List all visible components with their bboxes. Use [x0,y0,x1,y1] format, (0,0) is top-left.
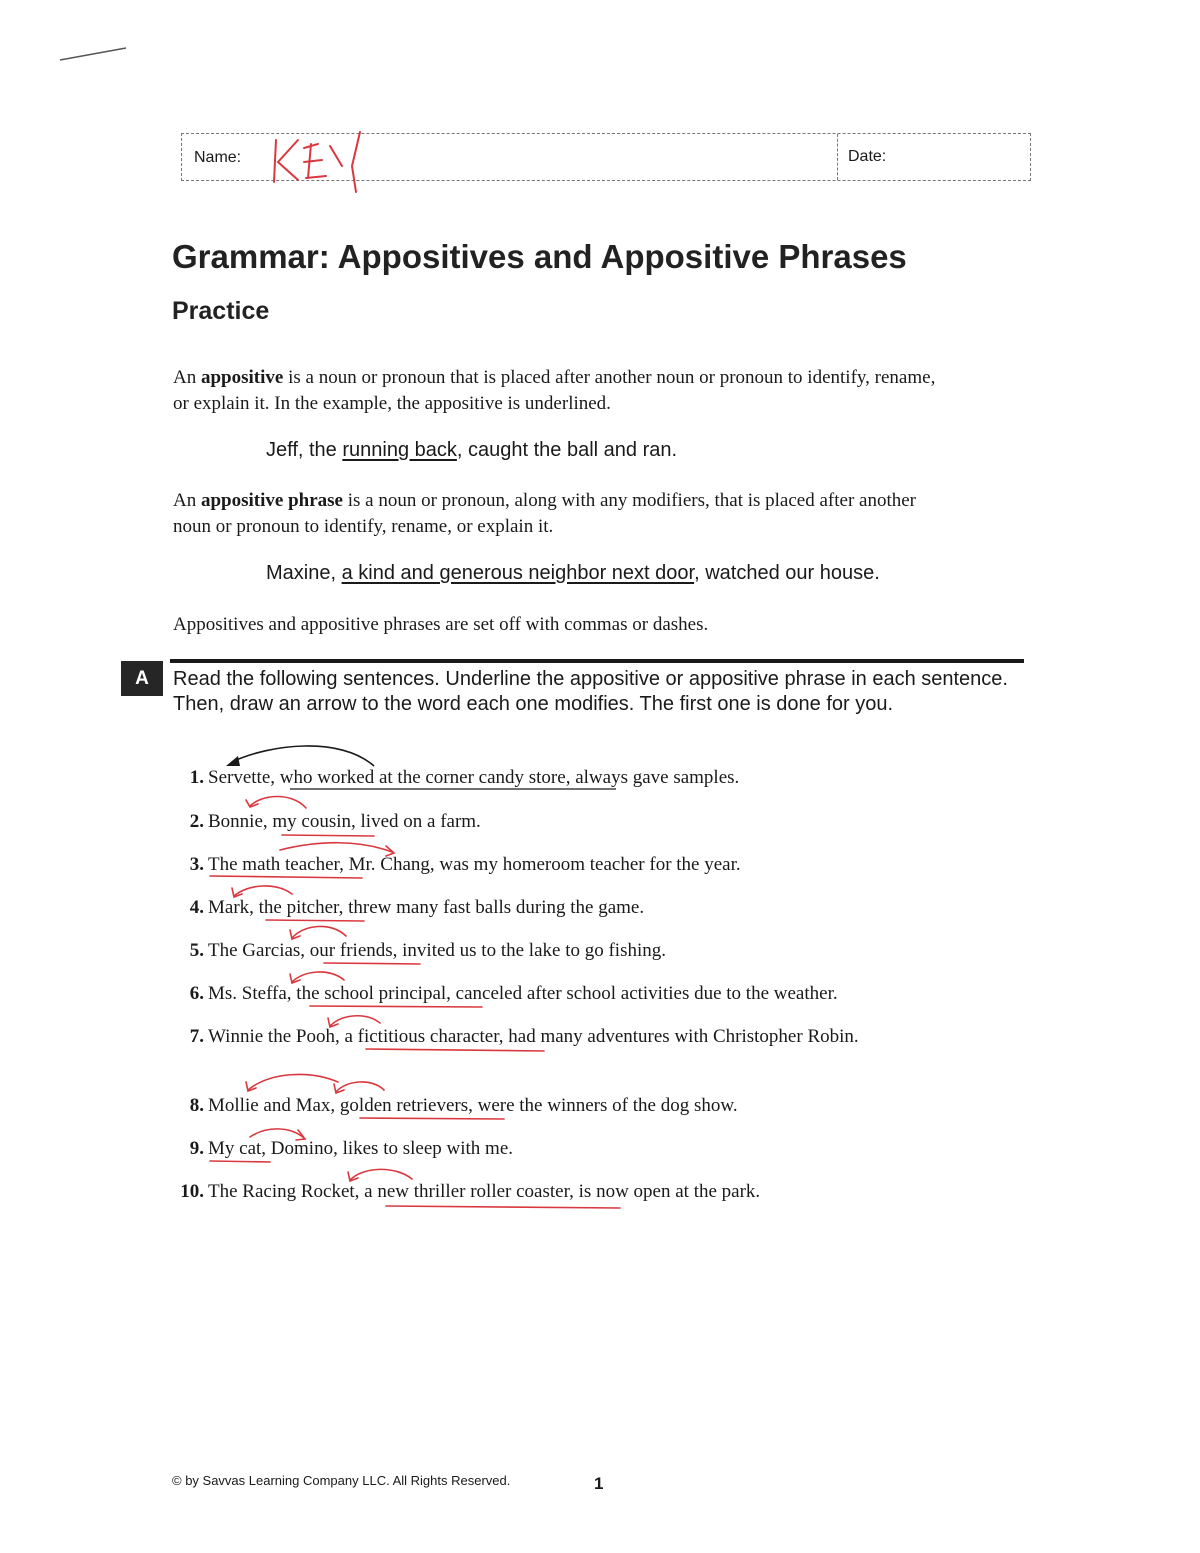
date-divider [837,134,838,180]
example-text: , caught the ball and ran. [456,439,678,461]
definition-term: appositive [200,367,284,388]
question-number: 8. [189,1095,204,1116]
definition-text: An [173,490,201,511]
handwritten-key-signature [268,126,368,196]
answer-arrow [248,1074,338,1090]
date-label: Date: [848,148,887,165]
example-text: , watched our house. [694,562,880,584]
definition-text: is a noun or pronoun that is placed after another noun or pronoun to identify, rename, or explain it. In the example, the appositive is underlined. [173,367,936,414]
question-text: Bonnie, my cousin, lived on a farm. [208,811,481,832]
question-number: 9. [189,1138,204,1159]
question-number: 4. [189,897,204,918]
answer-arrow [280,843,392,852]
question-number: 6. [189,983,204,1004]
question-text: The Racing Rocket, a new thriller roller coaster, is now open at the park. [208,1181,761,1202]
answer-arrow [336,1082,384,1092]
example-appositive: a kind and generous neighbor next door [341,562,695,584]
footer-copyright: © by Savvas Learning Company LLC. All Rights Reserved. [172,1473,511,1488]
name-label: Name: [194,149,242,166]
section-badge: A [121,661,163,696]
answer-underline [282,835,374,836]
stray-pen-mark [58,44,128,64]
appositive-phrase-definition [173,488,953,540]
example-sentence-2 [266,562,880,585]
question-text: My cat, Domino, likes to sleep with me. [208,1138,514,1159]
answer-arrowhead [246,800,258,807]
question-number: 3. [189,854,204,875]
page-title: Grammar: Appositives and Appositive Phrases [172,238,907,275]
section-divider [170,659,1024,663]
definition-text: An [173,367,201,388]
question-text: Ms. Steffa, the school principal, canceled after school activities due to the weather. [208,983,838,1004]
question-number: 5. [189,940,204,961]
question-number: 7. [189,1026,204,1047]
appositive-definition [173,365,953,417]
answer-arrowhead [334,1084,344,1093]
page-number: 1 [594,1474,604,1493]
answer-underline [386,1206,620,1208]
question-number: 10. [180,1181,204,1202]
example-text: Jeff, the [266,439,343,461]
answer-arrowhead [246,1082,256,1091]
question-text: Winnie the Pooh, a fictitious character, had many adventures with Christopher Robin. [208,1026,859,1047]
question-number: 1. [189,767,204,788]
definition-term: appositive phrase [200,490,343,511]
example-sentence-1 [266,439,677,462]
question-text: The Garcias, our friends, invited us to the lake to go fishing. [208,940,667,961]
question-text: Mark, the pitcher, threw many fast balls during the game. [208,897,645,918]
example-appositive: running back [342,439,457,461]
definition-text: is a noun or pronoun, along with any modifiers, that is placed after another noun or pronoun to identify, rename, or explain it. [173,490,916,537]
example-text: Maxine, [266,562,342,584]
question-text: The math teacher, Mr. Chang, was my homeroom teacher for the year. [208,854,741,875]
question-text: Mollie and Max, golden retrievers, were the winners of the dog show. [208,1095,738,1116]
question-number: 2. [189,811,204,832]
section-instructions: Read the following sentences. Underline the appositive or appositive phrase in each sentence. Then, draw an arrow to the word each one modifies. The first one is done for you. [173,668,1008,715]
punctuation-note: Appositives and appositive phrases are set off with commas or dashes. [173,614,709,635]
question-text: Servette, who worked at the corner candy store, always gave samples. [208,767,740,788]
answer-arrow [292,926,346,938]
example-arrow [232,746,374,766]
page-subtitle: Practice [172,297,270,325]
answer-arrow [250,797,306,809]
